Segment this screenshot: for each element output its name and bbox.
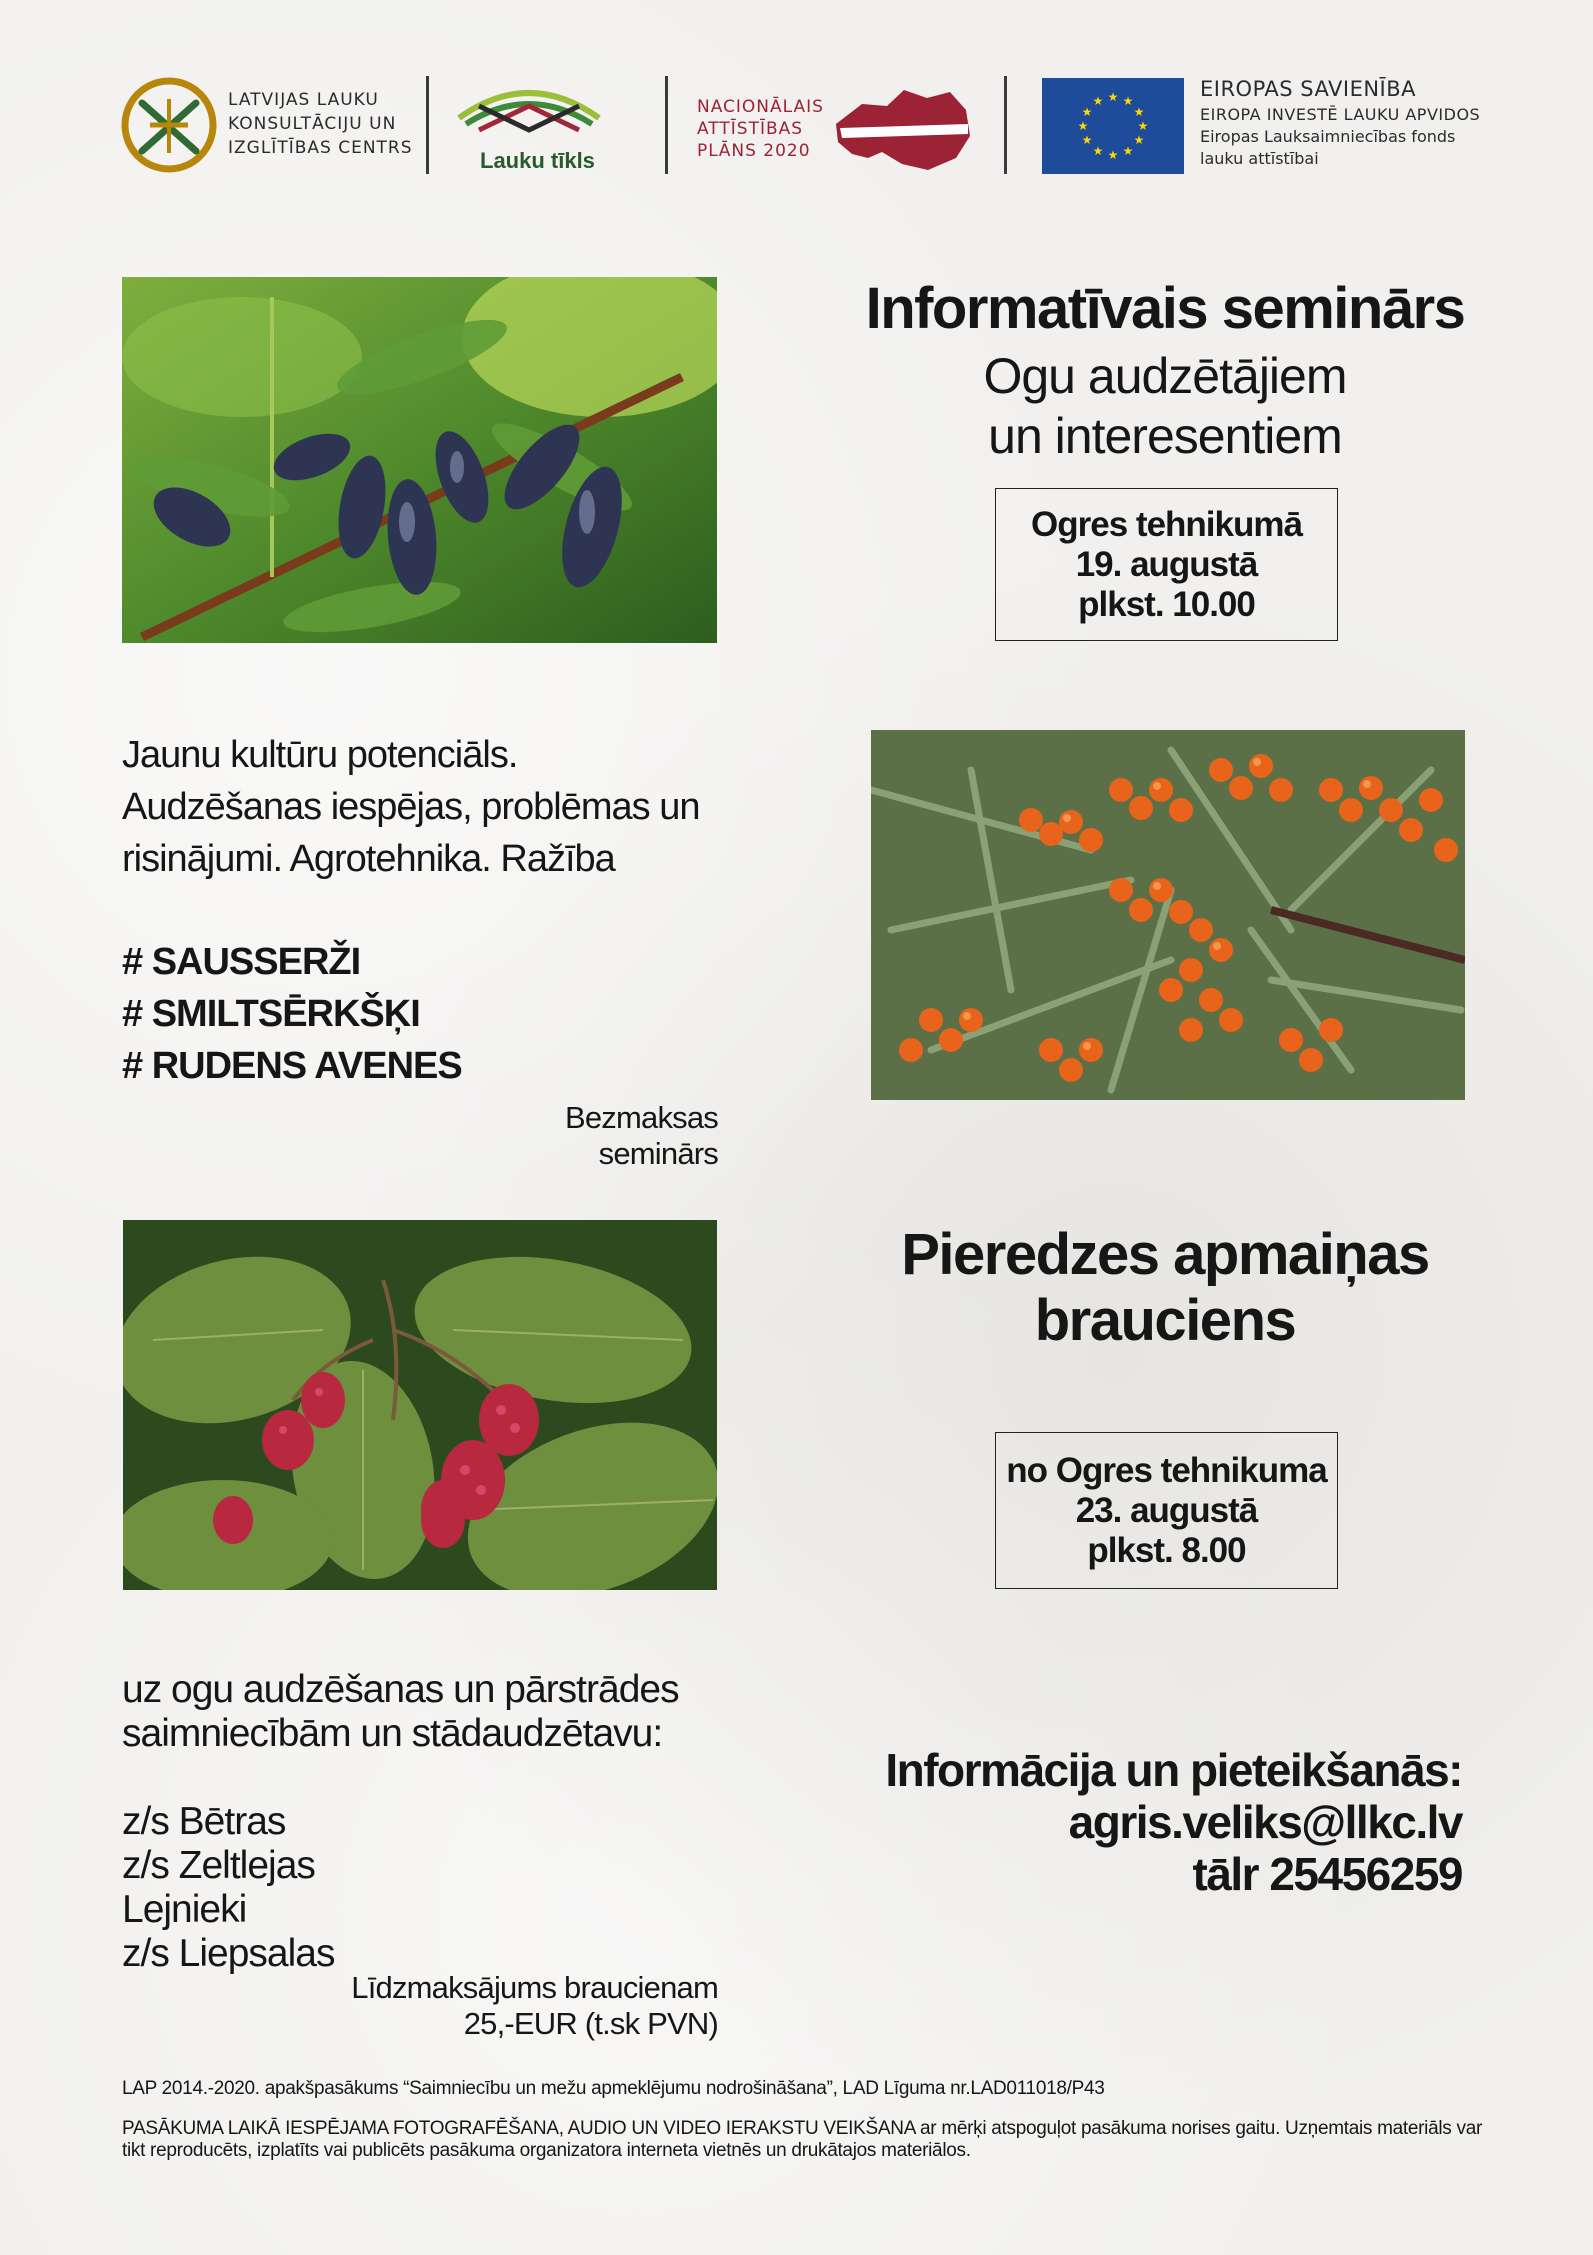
- latvia-map-icon: [832, 84, 974, 176]
- svg-text:★: ★: [1092, 94, 1104, 108]
- contact-phone: tālr 25456259: [1192, 1848, 1462, 1900]
- footer-photo-disclaimer: PASĀKUMA LAIKĀ IESPĒJAMA FOTOGRAFĒŠANA, AUDIO UN VIDEO IERAKSTU VEIKŠANA ar mērķi atspoguļot pasākuma norises gaitu. Uzņemtais materiāls var tikt reproducēts, izplatīts vai publicēts pasākuma organizatora interneta vietnēs un drukātajos materiālos.: [122, 2118, 1482, 2161]
- llkc-line-2: KONSULTĀCIJU UN: [228, 114, 397, 134]
- free-line-2: seminārs: [598, 1136, 718, 1171]
- svg-text:★: ★: [1107, 148, 1119, 162]
- eu-title: EIROPAS SAVIENĪBA: [1200, 77, 1417, 101]
- svg-text:★: ★: [1077, 119, 1089, 133]
- fee-line-1: Līdzmaksājums braucienam: [351, 1970, 718, 2005]
- eu-flag-icon: [1042, 78, 1184, 174]
- logo-divider: [426, 76, 429, 174]
- logo-divider-2: [665, 76, 668, 174]
- trip-intro: [122, 1668, 772, 1756]
- berry-tags: [122, 936, 722, 1092]
- trip-title: [840, 1222, 1490, 1354]
- seminar-details-box: [995, 488, 1338, 641]
- eu-line-3: lauku attīstībai: [1200, 149, 1319, 168]
- trip-intro-line-1: uz ogu audzēšanas un pārstrādes: [122, 1668, 679, 1711]
- honeyberry-photo: [122, 277, 717, 643]
- seminar-location: Ogres tehnikumā: [1031, 505, 1302, 544]
- footer-funding-note: LAP 2014.-2020. apakšpasākums “Saimniecību un mežu apmeklējumu nodrošināšana”, LAD Līguma nr.LAD011018/P43: [122, 2078, 1105, 2099]
- logo-bar: [120, 70, 1490, 180]
- topics-line-3: risinājumi. Agrotehnika. Ražība: [122, 838, 615, 880]
- fee-line-2: 25,-EUR (t.sk PVN): [463, 2006, 718, 2041]
- topics-line-1: Jaunu kultūru potenciāls.: [122, 734, 518, 776]
- farm-item: z/s Bētras: [122, 1800, 286, 1843]
- contact-email[interactable]: agris.veliks@llkc.lv: [1068, 1796, 1462, 1848]
- topics-text: [122, 729, 762, 885]
- farm-item: z/s Liepsalas: [122, 1932, 335, 1975]
- trip-date: 23. augustā: [1075, 1491, 1258, 1530]
- llkc-line-3: IZGLĪTĪBAS CENTRS: [228, 138, 413, 158]
- trip-title-line-2: brauciens: [1034, 1288, 1296, 1353]
- trip-title-line-1: Pieredzes apmaiņas: [901, 1222, 1429, 1287]
- svg-text:★: ★: [1081, 105, 1093, 119]
- tag-smiltserkski: # SMILTSĒRKŠĶI: [122, 993, 420, 1035]
- svg-text:★: ★: [1081, 133, 1093, 147]
- trip-intro-line-2: saimniecībām un stādaudzētavu:: [122, 1712, 663, 1755]
- eu-line-2: Eiropas Lauksaimniecības fonds: [1200, 127, 1456, 146]
- logo-divider-3: [1004, 76, 1007, 174]
- contact-title: Informācija un pieteikšanās:: [885, 1744, 1462, 1796]
- nap-line-3: PLĀNS 2020: [697, 141, 811, 161]
- svg-text:★: ★: [1107, 90, 1119, 104]
- tag-sausserzi: # SAUSSERŽI: [122, 941, 361, 983]
- llkc-logo-icon: [120, 75, 218, 175]
- free-seminar-note: [420, 1100, 718, 1172]
- lauku-tikls-logo-icon: [454, 78, 604, 142]
- topics-line-2: Audzēšanas iespējas, problēmas un: [122, 786, 700, 828]
- seminar-subtitle-1: Ogu audzētājiem: [983, 348, 1347, 404]
- seminar-time: plkst. 10.00: [1078, 585, 1255, 624]
- nap-logo-text: [697, 96, 824, 162]
- svg-text:★: ★: [1133, 133, 1145, 147]
- trip-time: plkst. 8.00: [1087, 1531, 1246, 1570]
- raspberry-photo: [123, 1220, 717, 1590]
- llkc-line-1: LATVIJAS LAUKU: [228, 90, 379, 110]
- llkc-logo-text: [228, 88, 413, 160]
- eu-line-1: EIROPA INVESTĒ LAUKU APVIDOS: [1200, 105, 1481, 124]
- farm-item: z/s Zeltlejas: [122, 1844, 315, 1887]
- contact-block: [860, 1744, 1462, 1900]
- farm-list: [122, 1800, 522, 1976]
- lauku-tikls-logo-text: Lauku tīkls: [480, 148, 595, 173]
- free-line-1: Bezmaksas: [564, 1100, 718, 1135]
- seminar-subtitle-2: un interesentiem: [988, 408, 1342, 464]
- trip-departure: no Ogres tehnikuma: [1006, 1451, 1327, 1490]
- trip-fee-note: [320, 1970, 718, 2042]
- nap-line-1: NACIONĀLAIS: [697, 97, 824, 117]
- nap-line-2: ATTĪSTĪBAS: [697, 119, 804, 139]
- tag-rudens-avenes: # RUDENS AVENES: [122, 1045, 462, 1087]
- sea-buckthorn-photo: [871, 730, 1465, 1100]
- seminar-date: 19. augustā: [1075, 545, 1258, 584]
- svg-text:★: ★: [1137, 119, 1149, 133]
- seminar-title: Informatīvais seminārs: [865, 276, 1465, 341]
- trip-details-box: [995, 1432, 1338, 1589]
- svg-text:★: ★: [1122, 94, 1134, 108]
- svg-text:★: ★: [1092, 144, 1104, 158]
- svg-text:★: ★: [1133, 105, 1145, 119]
- eu-logo-text: [1200, 74, 1480, 170]
- svg-text:★: ★: [1122, 144, 1134, 158]
- farm-item: Lejnieki: [122, 1888, 247, 1931]
